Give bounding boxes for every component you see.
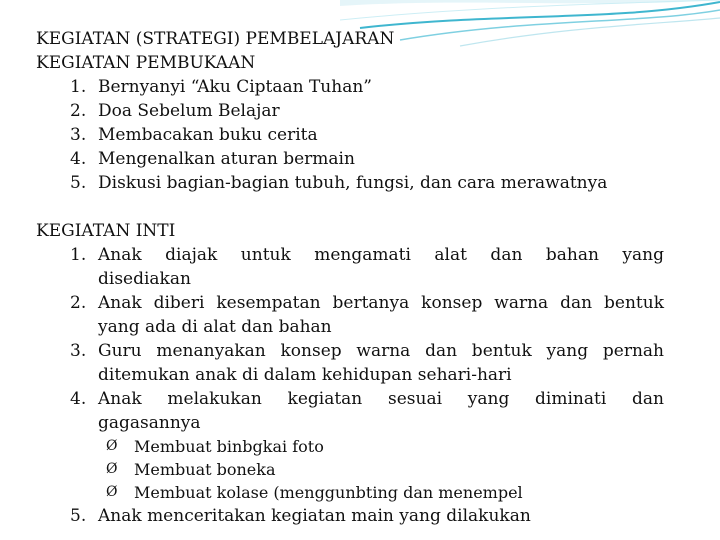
item-number: 4. bbox=[70, 149, 87, 169]
item-text-line: disediakan bbox=[98, 269, 191, 289]
list-item bbox=[36, 291, 664, 339]
item-number: 2. bbox=[70, 101, 87, 121]
opening-list bbox=[36, 75, 664, 195]
item-text: Doa Sebelum Belajar bbox=[98, 101, 280, 121]
item-number: 2. bbox=[70, 293, 87, 313]
section-title-opening: KEGIATAN PEMBUKAAN bbox=[36, 53, 256, 73]
sublist-text: Membuat binbgkai foto bbox=[134, 437, 324, 456]
sublist-text: Membuat kolase (menggunbting dan menempel bbox=[134, 483, 523, 502]
item-number: 4. bbox=[70, 389, 87, 409]
list-item bbox=[36, 243, 664, 291]
sublist-item bbox=[36, 435, 664, 458]
item-number: 1. bbox=[70, 245, 87, 265]
item-text-line: Anak diberi kesempatan bertanya konsep warna dan bentuk bbox=[98, 293, 664, 313]
item-number: 5. bbox=[70, 173, 87, 193]
list-item bbox=[36, 75, 664, 99]
item-text-line: Anak diajak untuk mengamati alat dan bahan yang bbox=[98, 245, 664, 265]
item-text-line: yang ada di alat dan bahan bbox=[98, 317, 332, 337]
list-item bbox=[36, 387, 664, 435]
item-text-line: ditemukan anak di dalam kehidupan sehari-hari bbox=[98, 365, 512, 385]
item-number: 1. bbox=[70, 77, 87, 97]
arrow-bullet-icon: Ø bbox=[106, 461, 118, 477]
page-title: KEGIATAN (STRATEGI) PEMBELAJARAN bbox=[36, 29, 395, 49]
item-text: Anak menceritakan kegiatan main yang dilakukan bbox=[98, 506, 531, 526]
slide-content bbox=[36, 27, 664, 528]
core-list-final bbox=[36, 504, 664, 528]
item-text: Bernyanyi “Aku Ciptaan Tuhan” bbox=[98, 77, 372, 97]
list-item bbox=[36, 147, 664, 171]
item-text-line: gagasannya bbox=[98, 413, 201, 433]
list-item bbox=[36, 504, 664, 528]
arrow-bullet-icon: Ø bbox=[106, 438, 118, 454]
item-text: Mengenalkan aturan bermain bbox=[98, 149, 355, 169]
sublist-item bbox=[36, 481, 664, 504]
activity-sublist bbox=[36, 435, 664, 504]
arrow-bullet-icon: Ø bbox=[106, 484, 118, 500]
item-number: 3. bbox=[70, 125, 87, 145]
sublist-text: Membuat boneka bbox=[134, 460, 276, 479]
section-title-core: KEGIATAN INTI bbox=[36, 221, 176, 241]
section-spacer bbox=[36, 195, 664, 219]
item-text: Diskusi bagian-bagian tubuh, fungsi, dan cara merawatnya bbox=[98, 173, 608, 193]
item-number: 5. bbox=[70, 506, 87, 526]
list-item bbox=[36, 99, 664, 123]
item-text-line: Anak melakukan kegiatan sesuai yang diminati dan bbox=[98, 389, 664, 409]
core-list bbox=[36, 243, 664, 435]
list-item bbox=[36, 123, 664, 147]
sublist-item bbox=[36, 458, 664, 481]
item-text: Membacakan buku cerita bbox=[98, 125, 318, 145]
item-number: 3. bbox=[70, 341, 87, 361]
list-item bbox=[36, 171, 664, 195]
item-text-line: Guru menanyakan konsep warna dan bentuk yang pernah bbox=[98, 341, 664, 361]
list-item bbox=[36, 339, 664, 387]
